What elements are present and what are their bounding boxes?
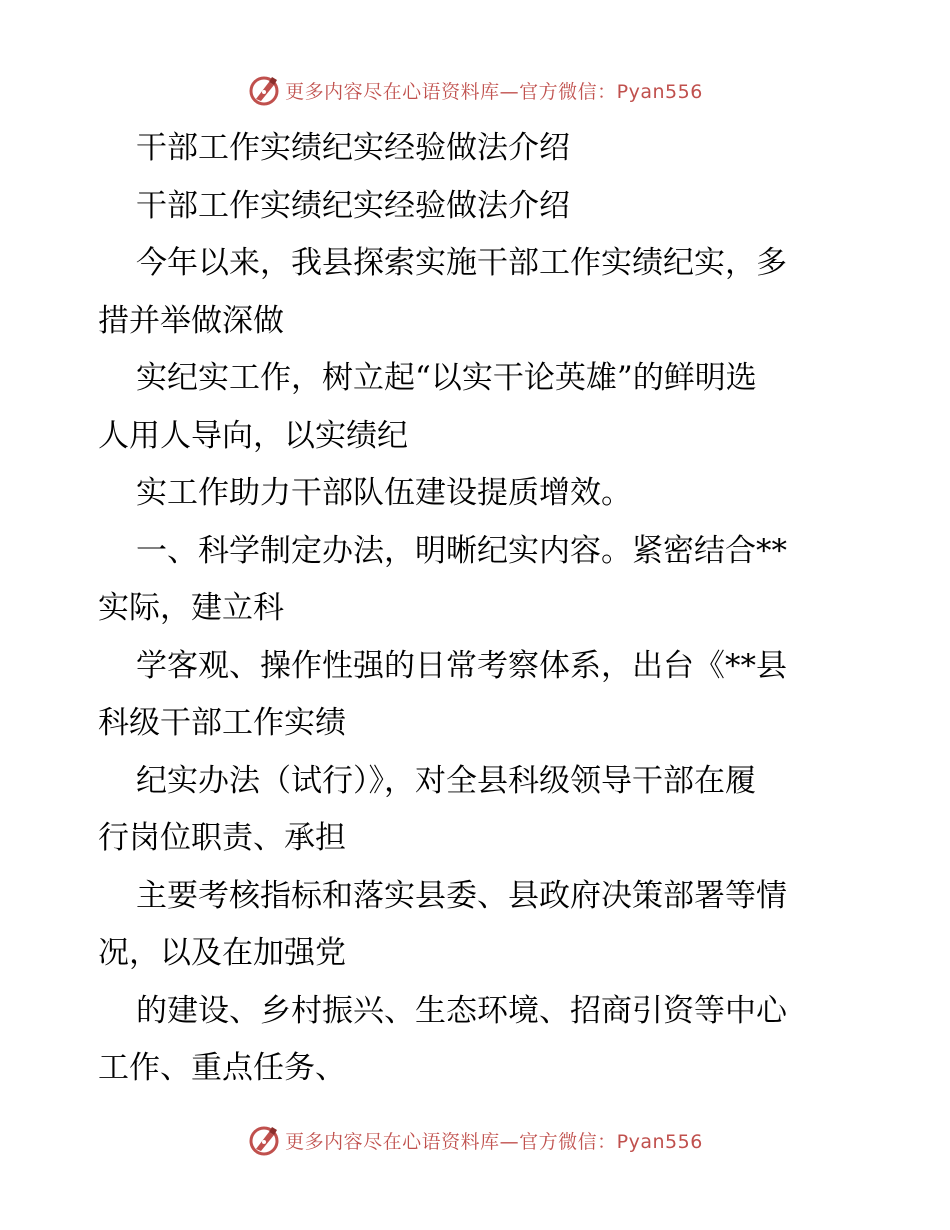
header-banner: [0, 70, 950, 110]
document-line: 人用人导向，以实绩纪: [98, 417, 408, 454]
document-line: 干部工作实绩纪实经验做法介绍: [136, 130, 570, 166]
document-line: 实纪实工作，树立起“以实干论英雄”的鲜明选: [136, 360, 757, 396]
document-line: 科级干部工作实绩: [98, 705, 346, 741]
document-line: 况，以及在加强党: [98, 935, 346, 971]
document-line: 行岗位职责、承担: [98, 820, 346, 856]
document-line: 实工作助力干部队伍建设提质增效。: [136, 475, 632, 511]
document-line: 一、科学制定办法，明晰纪实内容。紧密结合**: [136, 532, 787, 569]
document-line: 工作、重点任务、: [98, 1050, 346, 1086]
header-banner-text: 更多内容尽在心语资料库—官方微信：Pyan556: [285, 80, 703, 103]
pen-nib-logo-icon: [247, 1123, 281, 1157]
document-body: [98, 120, 858, 1098]
document-line: 主要考核指标和落实县委、县政府决策部署等情: [136, 877, 787, 914]
pen-nib-logo-icon: [247, 73, 281, 107]
document-line: 今年以来，我县探索实施干部工作实绩纪实，多: [136, 245, 787, 281]
document-line: 纪实办法（试行）》，对全县科级领导干部在履: [136, 762, 756, 799]
document-line: 的建设、乡村振兴、生态环境、招商引资等中心: [136, 992, 787, 1029]
document-line: 学客观、操作性强的日常考察体系，出台《**县: [136, 647, 787, 684]
footer-banner-text: 更多内容尽在心语资料库—官方微信：Pyan556: [285, 1130, 703, 1153]
footer-banner: [0, 1120, 950, 1160]
document-line: 实际，建立科: [98, 590, 284, 626]
document-line: 措并举做深做: [98, 302, 284, 339]
document-line: 干部工作实绩纪实经验做法介绍: [136, 187, 570, 224]
